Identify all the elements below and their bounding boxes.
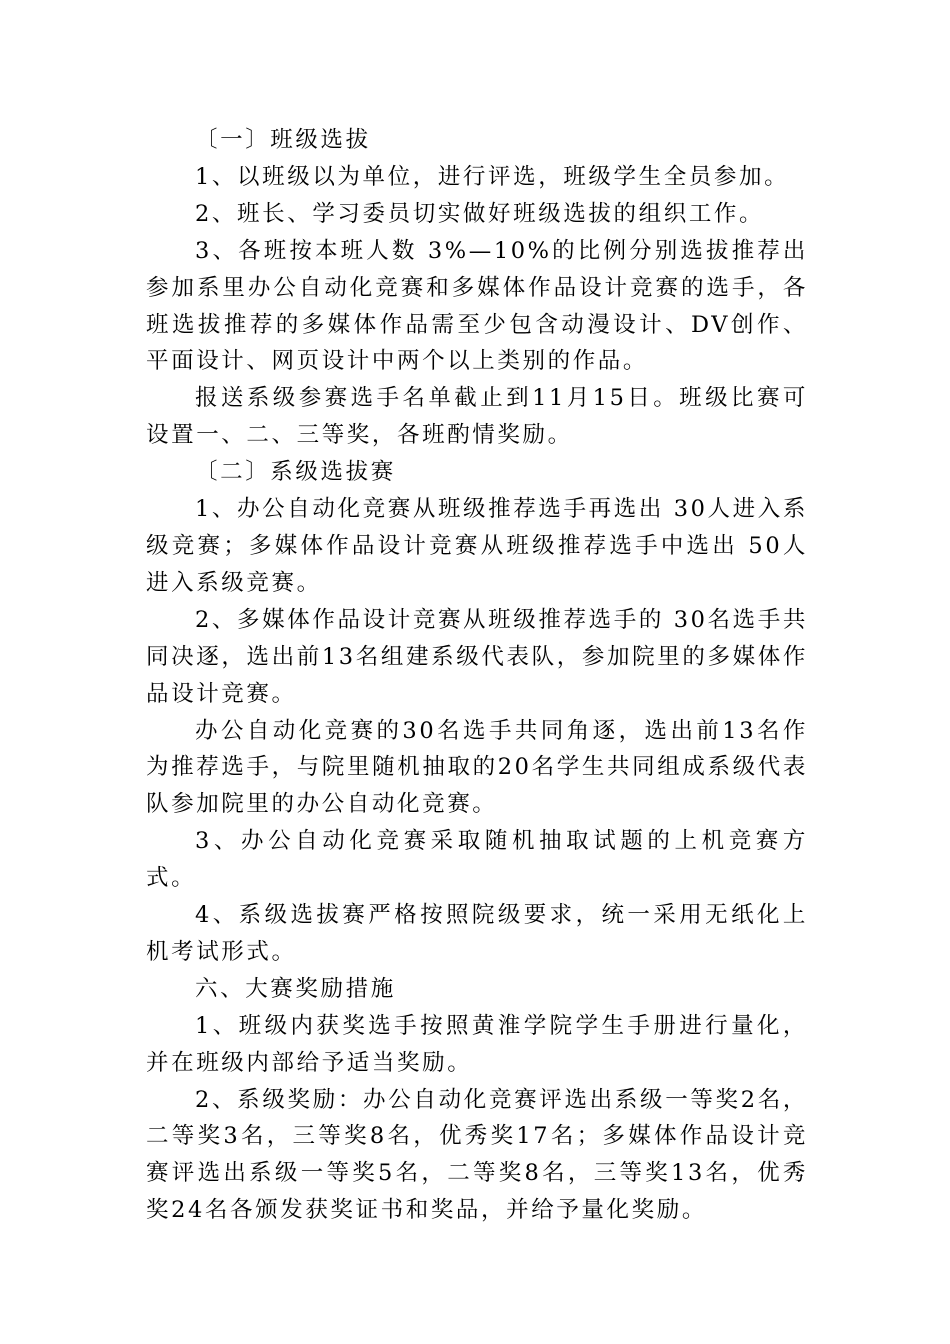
section-heading-awards: 六、大赛奖励措施 xyxy=(195,975,396,1002)
paragraph: 2、系级奖励：办公自动化竞赛评选出系级一等奖2名，二等奖3名，三等奖8名，优秀奖17名；多媒体作品设计竞赛评选出系级一等奖5名，二等奖8名，三等奖13名，优秀奖24名各颁发获奖证书和奖品，并给予量化奖励。 xyxy=(146,1086,808,1224)
section-heading-class-selection: 〔一〕班级选拔 xyxy=(195,127,371,153)
paragraph: 报送系级参赛选手名单截止到11月15日。班级比赛可设置一、二、三等奖，各班酌情奖励。 xyxy=(146,385,808,449)
paragraph: 1、办公自动化竞赛从班级推荐选手再选出 30人进入系级竞赛；多媒体作品设计竞赛从班级推荐选手中选出 50人进入系级竞赛。 xyxy=(146,496,808,596)
paragraph: 3、各班按本班人数 3%—10%的比例分别选拔推荐出参加系里办公自动化竞赛和多媒体作品设计竞赛的选手，各班选拔推荐的多媒体作品需至少包含动漫设计、DV创作、平面设计、网页设计中两个以上类别的作品。 xyxy=(146,237,808,375)
section-heading-department-selection: 〔二〕系级选拔赛 xyxy=(195,459,396,486)
paragraph: 1、以班级以为单位，进行评选，班级学生全员参加。 xyxy=(195,163,790,190)
paragraph: 2、多媒体作品设计竞赛从班级推荐选手的 30名选手共同决逐，选出前13名组建系级代表队，参加院里的多媒体作品设计竞赛。 xyxy=(146,606,808,707)
paragraph: 4、系级选拔赛严格按照院级要求，统一采用无纸化上机考试形式。 xyxy=(146,902,808,965)
paragraph: 2、班长、学习委员切实做好班级选拔的组织工作。 xyxy=(195,200,765,227)
paragraph: 办公自动化竞赛的30名选手共同角逐，选出前13名作为推荐选手，与院里随机抽取的20名学生共同组成系级代表队参加院里的办公自动化竞赛。 xyxy=(146,717,808,818)
paragraph: 1、班级内获奖选手按照黄淮学院学生手册进行量化，并在班级内部给予适当奖励。 xyxy=(146,1012,808,1076)
paragraph: 3、办公自动化竞赛采取随机抽取试题的上机竞赛方式。 xyxy=(146,828,808,892)
document-page xyxy=(146,122,808,1229)
